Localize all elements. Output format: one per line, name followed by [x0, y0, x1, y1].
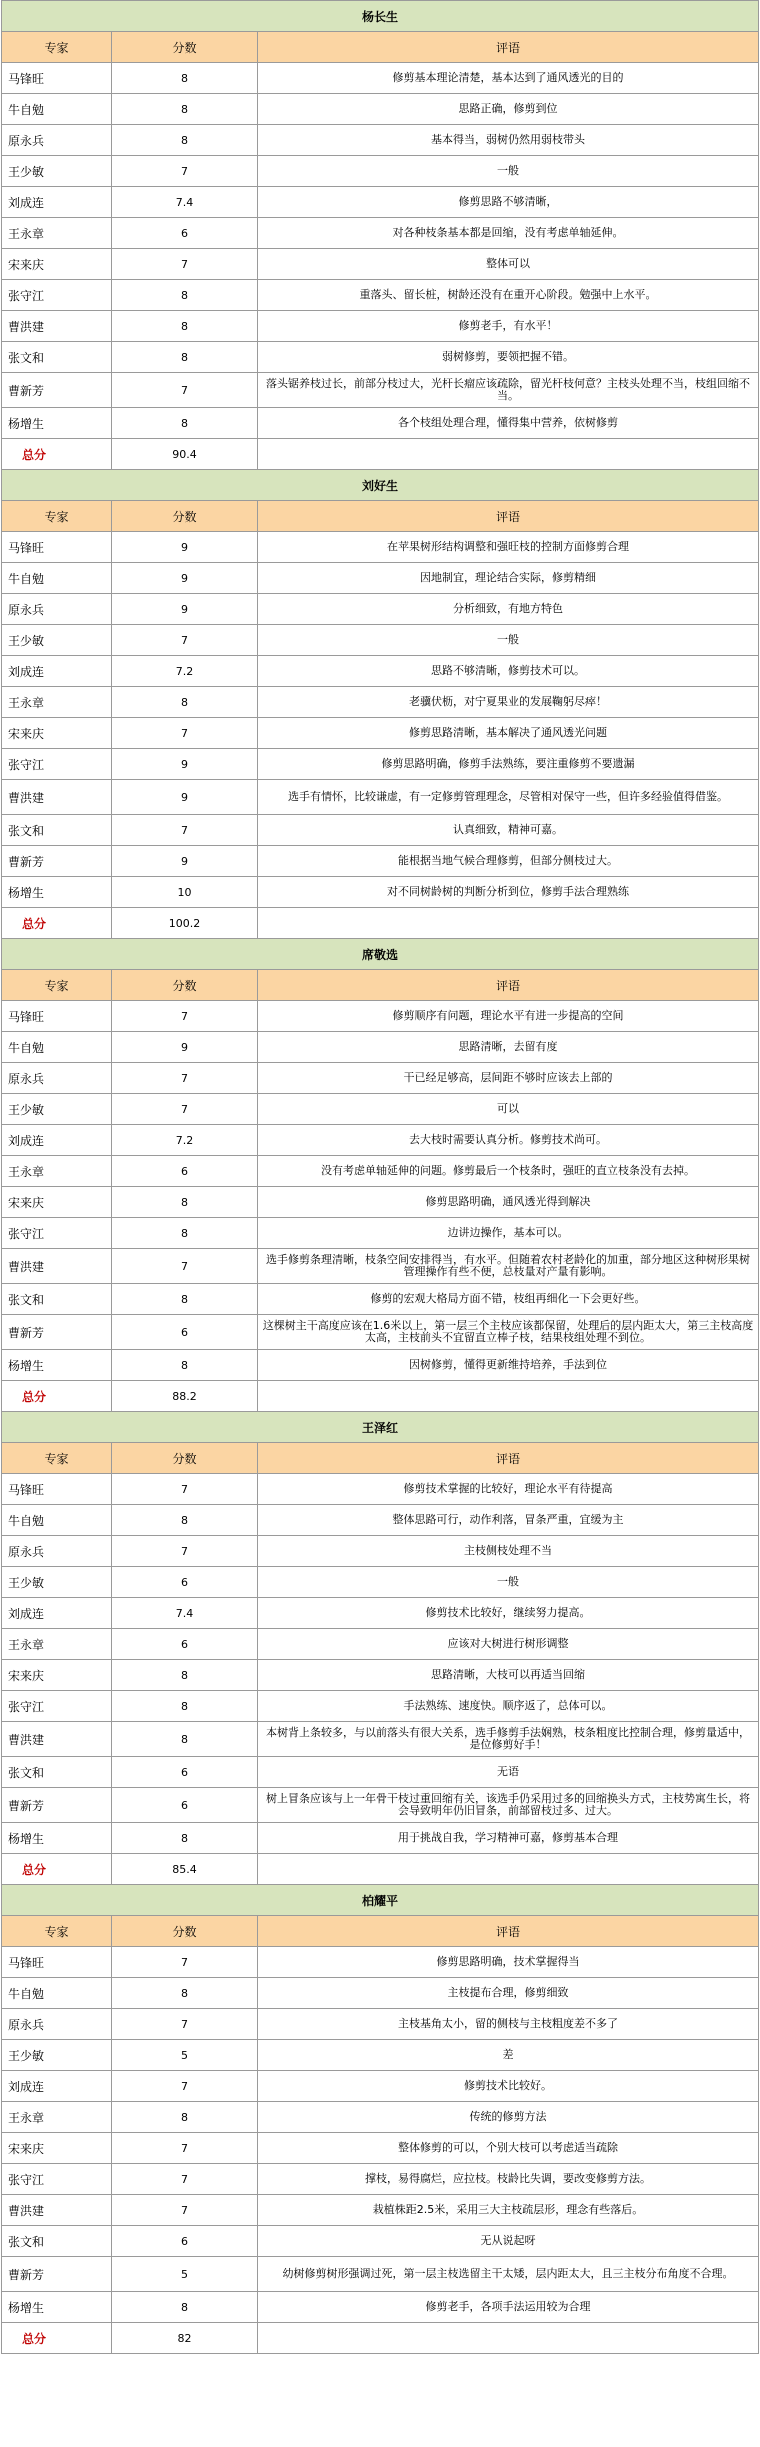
total-row [2, 439, 759, 470]
expert-name: 王永章 [2, 1629, 112, 1660]
score-value: 7 [112, 2071, 258, 2102]
comment-text: 无从说起呀 [258, 2226, 759, 2257]
comment-text: 在苹果树形结构调整和强旺枝的控制方面修剪合理 [258, 532, 759, 563]
total-label: 总分 [2, 908, 112, 939]
total-comment-empty [258, 908, 759, 939]
table-row [2, 311, 759, 342]
table-row [2, 1567, 759, 1598]
expert-name: 宋来庆 [2, 2133, 112, 2164]
score-value: 9 [112, 594, 258, 625]
expert-name: 牛自勉 [2, 563, 112, 594]
comment-text: 能根据当地气候合理修剪，但部分侧枝过大。 [258, 846, 759, 877]
expert-name: 马锋旺 [2, 1474, 112, 1505]
total-score: 82 [112, 2323, 258, 2354]
table-row [2, 532, 759, 563]
table-row [2, 718, 759, 749]
column-header-row [2, 501, 759, 532]
table-row [2, 342, 759, 373]
comment-text: 基本得当，弱树仍然用弱枝带头 [258, 125, 759, 156]
comment-text: 思路清晰，大枝可以再适当回缩 [258, 1660, 759, 1691]
total-score: 88.2 [112, 1381, 258, 1412]
comment-text: 应该对大树进行树形调整 [258, 1629, 759, 1660]
total-comment-empty [258, 1381, 759, 1412]
table-row [2, 1474, 759, 1505]
score-value: 7.2 [112, 1125, 258, 1156]
expert-name: 宋来庆 [2, 1187, 112, 1218]
expert-name: 曹新芳 [2, 846, 112, 877]
score-value: 8 [112, 1691, 258, 1722]
score-value: 7 [112, 1063, 258, 1094]
table-row [2, 1722, 759, 1757]
column-header-row [2, 1916, 759, 1947]
table-row [2, 563, 759, 594]
score-value: 7 [112, 1001, 258, 1032]
score-value: 7 [112, 1947, 258, 1978]
table-row [2, 280, 759, 311]
comment-text: 老骥伏枥，对宁夏果业的发展鞠躬尽瘁！ [258, 687, 759, 718]
expert-name: 原永兵 [2, 2009, 112, 2040]
comment-text: 去大枝时需要认真分析。修剪技术尚可。 [258, 1125, 759, 1156]
score-value: 7 [112, 625, 258, 656]
score-value: 8 [112, 1722, 258, 1757]
comment-text: 边讲边操作，基本可以。 [258, 1218, 759, 1249]
expert-name: 王永章 [2, 1156, 112, 1187]
expert-name: 王永章 [2, 687, 112, 718]
header-score: 分数 [112, 970, 258, 1001]
expert-name: 原永兵 [2, 1536, 112, 1567]
table-row [2, 1187, 759, 1218]
comment-text: 各个枝组处理合理，懂得集中营养，依树修剪 [258, 408, 759, 439]
table-row [2, 2164, 759, 2195]
table-row [2, 125, 759, 156]
score-value: 6 [112, 1629, 258, 1660]
table-row [2, 63, 759, 94]
table-row [2, 249, 759, 280]
comment-text: 一般 [258, 625, 759, 656]
expert-name: 刘成连 [2, 187, 112, 218]
table-row [2, 2102, 759, 2133]
score-value: 8 [112, 1660, 258, 1691]
comment-text: 幼树修剪树形强调过死，第一层主枝选留主干太矮，层内距太大，且三主枝分布角度不合理。 [258, 2257, 759, 2292]
table-row [2, 1823, 759, 1854]
total-comment-empty [258, 439, 759, 470]
score-sheet [1, 0, 758, 2354]
header-expert: 专家 [2, 501, 112, 532]
comment-text: 撑枝，易得腐烂，应拉枝。枝龄比失调，要改变修剪方法。 [258, 2164, 759, 2195]
comment-text: 整体可以 [258, 249, 759, 280]
total-label: 总分 [2, 1854, 112, 1885]
comment-text: 选手有情怀，比较谦虚，有一定修剪管理理念，尽管相对保守一些，但许多经验值得借鉴。 [258, 780, 759, 815]
table-row [2, 877, 759, 908]
expert-name: 曹新芳 [2, 373, 112, 408]
expert-name: 曹洪建 [2, 2195, 112, 2226]
score-table [1, 0, 759, 2354]
comment-text: 分析细致，有地方特色 [258, 594, 759, 625]
expert-name: 宋来庆 [2, 249, 112, 280]
header-expert: 专家 [2, 1916, 112, 1947]
table-row [2, 846, 759, 877]
expert-name: 张守江 [2, 280, 112, 311]
header-comment: 评语 [258, 501, 759, 532]
comment-text: 对各种枝条基本都是回缩，没有考虑单轴延伸。 [258, 218, 759, 249]
expert-name: 马锋旺 [2, 532, 112, 563]
score-value: 8 [112, 1284, 258, 1315]
expert-name: 曹新芳 [2, 2257, 112, 2292]
expert-name: 王少敏 [2, 2040, 112, 2071]
comment-text: 这棵树主干高度应该在1.6米以上，第一层三个主枝应该都保留，处理后的层内距太大，第三主枝高度太高，主枝前头不宜留直立棒子枝，结果枝组处理不到位。 [258, 1315, 759, 1350]
section-title-row [2, 1412, 759, 1443]
total-row [2, 2323, 759, 2354]
expert-name: 杨增生 [2, 2292, 112, 2323]
score-value: 7 [112, 2195, 258, 2226]
comment-text: 修剪技术掌握的比较好，理论水平有待提高 [258, 1474, 759, 1505]
comment-text: 一般 [258, 1567, 759, 1598]
section-title-row [2, 1, 759, 32]
expert-name: 马锋旺 [2, 63, 112, 94]
comment-text: 栽植株距2.5米，采用三大主枝疏层形，理念有些落后。 [258, 2195, 759, 2226]
header-score: 分数 [112, 1916, 258, 1947]
table-row [2, 1218, 759, 1249]
table-row [2, 656, 759, 687]
table-row [2, 749, 759, 780]
expert-name: 曹洪建 [2, 1722, 112, 1757]
table-row [2, 1001, 759, 1032]
score-value: 8 [112, 1978, 258, 2009]
score-value: 5 [112, 2040, 258, 2071]
comment-text: 用于挑战自我，学习精神可嘉，修剪基本合理 [258, 1823, 759, 1854]
table-row [2, 1536, 759, 1567]
score-value: 8 [112, 687, 258, 718]
header-comment: 评语 [258, 32, 759, 63]
score-value: 7 [112, 2133, 258, 2164]
comment-text: 手法熟练、速度快。顺序返了，总体可以。 [258, 1691, 759, 1722]
score-value: 8 [112, 408, 258, 439]
table-row [2, 2040, 759, 2071]
table-row [2, 156, 759, 187]
table-row [2, 1505, 759, 1536]
total-row [2, 1381, 759, 1412]
comment-text: 修剪技术比较好。 [258, 2071, 759, 2102]
total-label: 总分 [2, 2323, 112, 2354]
expert-name: 牛自勉 [2, 1978, 112, 2009]
comment-text: 思路清晰，去留有度 [258, 1032, 759, 1063]
score-value: 8 [112, 1187, 258, 1218]
score-value: 8 [112, 2292, 258, 2323]
comment-text: 修剪思路明确，技术掌握得当 [258, 1947, 759, 1978]
column-header-row [2, 970, 759, 1001]
section-title-row [2, 470, 759, 501]
score-value: 8 [112, 63, 258, 94]
comment-text: 主枝提布合理，修剪细致 [258, 1978, 759, 2009]
score-value: 8 [112, 1823, 258, 1854]
expert-name: 马锋旺 [2, 1001, 112, 1032]
section-title-row [2, 939, 759, 970]
expert-name: 宋来庆 [2, 1660, 112, 1691]
table-row [2, 1947, 759, 1978]
score-value: 9 [112, 780, 258, 815]
score-value: 7 [112, 1536, 258, 1567]
expert-name: 牛自勉 [2, 1505, 112, 1536]
total-score: 100.2 [112, 908, 258, 939]
comment-text: 对不同树龄树的判断分析到位，修剪手法合理熟练 [258, 877, 759, 908]
expert-name: 王永章 [2, 2102, 112, 2133]
comment-text: 修剪思路清晰，基本解决了通风透光问题 [258, 718, 759, 749]
score-value: 6 [112, 1156, 258, 1187]
score-value: 8 [112, 280, 258, 311]
score-value: 6 [112, 218, 258, 249]
total-row [2, 1854, 759, 1885]
score-value: 7.2 [112, 656, 258, 687]
table-row [2, 2226, 759, 2257]
score-value: 7 [112, 373, 258, 408]
score-value: 7 [112, 815, 258, 846]
expert-name: 曹洪建 [2, 780, 112, 815]
total-label: 总分 [2, 1381, 112, 1412]
comment-text: 树上冒条应该与上一年骨干枝过重回缩有关，该选手仍采用过多的回缩换头方式，主枝势寓生长，将会导致明年仍旧冒条，前部留枝过多、过大。 [258, 1788, 759, 1823]
comment-text: 一般 [258, 156, 759, 187]
comment-text: 差 [258, 2040, 759, 2071]
expert-name: 张文和 [2, 342, 112, 373]
table-row [2, 218, 759, 249]
comment-text: 认真细致，精神可嘉。 [258, 815, 759, 846]
comment-text: 修剪思路明确，修剪手法熟练，要注重修剪不要遗漏 [258, 749, 759, 780]
comment-text: 修剪技术比较好，继续努力提高。 [258, 1598, 759, 1629]
table-row [2, 2071, 759, 2102]
expert-name: 王少敏 [2, 625, 112, 656]
score-value: 7 [112, 1474, 258, 1505]
expert-name: 杨增生 [2, 877, 112, 908]
expert-name: 张守江 [2, 2164, 112, 2195]
score-value: 9 [112, 1032, 258, 1063]
comment-text: 因地制宜，理论结合实际，修剪精细 [258, 563, 759, 594]
header-expert: 专家 [2, 32, 112, 63]
table-row [2, 187, 759, 218]
table-row [2, 94, 759, 125]
expert-name: 王少敏 [2, 156, 112, 187]
table-row [2, 1350, 759, 1381]
table-row [2, 780, 759, 815]
table-row [2, 1156, 759, 1187]
expert-name: 原永兵 [2, 594, 112, 625]
table-row [2, 2195, 759, 2226]
table-row [2, 1249, 759, 1284]
comment-text: 修剪顺序有问题，理论水平有进一步提高的空间 [258, 1001, 759, 1032]
header-expert: 专家 [2, 970, 112, 1001]
expert-name: 马锋旺 [2, 1947, 112, 1978]
table-row [2, 2133, 759, 2164]
score-table-body [2, 1, 759, 2354]
score-value: 9 [112, 532, 258, 563]
score-value: 8 [112, 1350, 258, 1381]
comment-text: 主枝侧枝处理不当 [258, 1536, 759, 1567]
score-value: 9 [112, 563, 258, 594]
expert-name: 原永兵 [2, 125, 112, 156]
expert-name: 杨增生 [2, 408, 112, 439]
comment-text: 整体修剪的可以，个别大枝可以考虑适当疏除 [258, 2133, 759, 2164]
score-value: 7 [112, 2009, 258, 2040]
contestant-name: 刘好生 [2, 470, 759, 501]
comment-text: 干已经足够高，层间距不够时应该去上部的 [258, 1063, 759, 1094]
expert-name: 张文和 [2, 2226, 112, 2257]
expert-name: 原永兵 [2, 1063, 112, 1094]
expert-name: 刘成连 [2, 2071, 112, 2102]
contestant-name: 席敬选 [2, 939, 759, 970]
table-row [2, 1032, 759, 1063]
column-header-row [2, 32, 759, 63]
total-score: 85.4 [112, 1854, 258, 1885]
comment-text: 思路正确，修剪到位 [258, 94, 759, 125]
contestant-name: 杨长生 [2, 1, 759, 32]
total-label: 总分 [2, 439, 112, 470]
table-row [2, 1315, 759, 1350]
expert-name: 杨增生 [2, 1350, 112, 1381]
score-value: 7 [112, 718, 258, 749]
expert-name: 张文和 [2, 1757, 112, 1788]
table-row [2, 1757, 759, 1788]
comment-text: 修剪的宏观大格局方面不错，枝组再细化一下会更好些。 [258, 1284, 759, 1315]
table-row [2, 2292, 759, 2323]
score-value: 7 [112, 1094, 258, 1125]
table-row [2, 1629, 759, 1660]
expert-name: 刘成连 [2, 1598, 112, 1629]
score-value: 6 [112, 1567, 258, 1598]
expert-name: 曹新芳 [2, 1788, 112, 1823]
score-value: 8 [112, 311, 258, 342]
score-value: 6 [112, 2226, 258, 2257]
expert-name: 张守江 [2, 1218, 112, 1249]
table-row [2, 625, 759, 656]
score-value: 8 [112, 2102, 258, 2133]
expert-name: 杨增生 [2, 1823, 112, 1854]
score-value: 6 [112, 1788, 258, 1823]
score-value: 7 [112, 156, 258, 187]
contestant-name: 柏耀平 [2, 1885, 759, 1916]
table-row [2, 815, 759, 846]
comment-text: 可以 [258, 1094, 759, 1125]
comment-text: 本树背上条较多，与以前落头有很大关系，选手修剪手法娴熟，枝条粗度比控制合理，修剪量适中，是位修剪好手！ [258, 1722, 759, 1757]
table-row [2, 1284, 759, 1315]
expert-name: 牛自勉 [2, 1032, 112, 1063]
total-score: 90.4 [112, 439, 258, 470]
table-row [2, 1788, 759, 1823]
score-value: 8 [112, 94, 258, 125]
contestant-name: 王泽红 [2, 1412, 759, 1443]
expert-name: 张文和 [2, 815, 112, 846]
table-row [2, 1063, 759, 1094]
score-value: 9 [112, 749, 258, 780]
header-score: 分数 [112, 32, 258, 63]
score-value: 8 [112, 342, 258, 373]
table-row [2, 1660, 759, 1691]
comment-text: 落头锯养枝过长，前部分枝过大，光杆长瘤应该疏除，留光杆枝何意？主枝头处理不当，枝组回缩不当。 [258, 373, 759, 408]
comment-text: 修剪基本理论清楚，基本达到了通风透光的目的 [258, 63, 759, 94]
score-value: 5 [112, 2257, 258, 2292]
comment-text: 因树修剪，懂得更新维持培养，手法到位 [258, 1350, 759, 1381]
column-header-row [2, 1443, 759, 1474]
comment-text: 传统的修剪方法 [258, 2102, 759, 2133]
comment-text: 主枝基角太小，留的侧枝与主枝粗度差不多了 [258, 2009, 759, 2040]
header-comment: 评语 [258, 1916, 759, 1947]
table-row [2, 2009, 759, 2040]
header-score: 分数 [112, 501, 258, 532]
table-row [2, 373, 759, 408]
comment-text: 弱树修剪，要领把握不错。 [258, 342, 759, 373]
score-value: 6 [112, 1757, 258, 1788]
expert-name: 刘成连 [2, 1125, 112, 1156]
total-comment-empty [258, 2323, 759, 2354]
table-row [2, 594, 759, 625]
table-row [2, 1598, 759, 1629]
table-row [2, 1691, 759, 1722]
table-row [2, 1978, 759, 2009]
comment-text: 思路不够清晰，修剪技术可以。 [258, 656, 759, 687]
header-expert: 专家 [2, 1443, 112, 1474]
comment-text: 修剪思路不够清晰， [258, 187, 759, 218]
comment-text: 无语 [258, 1757, 759, 1788]
score-value: 6 [112, 1315, 258, 1350]
header-score: 分数 [112, 1443, 258, 1474]
comment-text: 整体思路可行，动作利落，冒条严重，宜缓为主 [258, 1505, 759, 1536]
expert-name: 王永章 [2, 218, 112, 249]
table-row [2, 2257, 759, 2292]
expert-name: 宋来庆 [2, 718, 112, 749]
table-row [2, 408, 759, 439]
expert-name: 王少敏 [2, 1094, 112, 1125]
expert-name: 牛自勉 [2, 94, 112, 125]
comment-text: 修剪老手，有水平！ [258, 311, 759, 342]
table-row [2, 1125, 759, 1156]
score-value: 10 [112, 877, 258, 908]
score-value: 8 [112, 1505, 258, 1536]
section-title-row [2, 1885, 759, 1916]
table-row [2, 1094, 759, 1125]
comment-text: 修剪老手，各项手法运用较为合理 [258, 2292, 759, 2323]
comment-text: 没有考虑单轴延伸的问题。修剪最后一个枝条时，强旺的直立枝条没有去掉。 [258, 1156, 759, 1187]
expert-name: 曹洪建 [2, 311, 112, 342]
comment-text: 修剪思路明确，通风透光得到解决 [258, 1187, 759, 1218]
expert-name: 王少敏 [2, 1567, 112, 1598]
expert-name: 张守江 [2, 1691, 112, 1722]
expert-name: 曹新芳 [2, 1315, 112, 1350]
expert-name: 曹洪建 [2, 1249, 112, 1284]
score-value: 7 [112, 249, 258, 280]
comment-text: 选手修剪条理清晰，枝条空间安排得当，有水平。但随着农村老龄化的加重，部分地区这种树形果树管理操作有些不便，总枝量对产量有影响。 [258, 1249, 759, 1284]
expert-name: 张文和 [2, 1284, 112, 1315]
score-value: 7 [112, 2164, 258, 2195]
header-comment: 评语 [258, 970, 759, 1001]
total-comment-empty [258, 1854, 759, 1885]
score-value: 7.4 [112, 187, 258, 218]
score-value: 9 [112, 846, 258, 877]
score-value: 7.4 [112, 1598, 258, 1629]
expert-name: 张守江 [2, 749, 112, 780]
table-row [2, 687, 759, 718]
header-comment: 评语 [258, 1443, 759, 1474]
expert-name: 刘成连 [2, 656, 112, 687]
total-row [2, 908, 759, 939]
score-value: 8 [112, 125, 258, 156]
comment-text: 重落头、留长桩，树龄还没有在重开心阶段。勉强中上水平。 [258, 280, 759, 311]
score-value: 7 [112, 1249, 258, 1284]
score-value: 8 [112, 1218, 258, 1249]
